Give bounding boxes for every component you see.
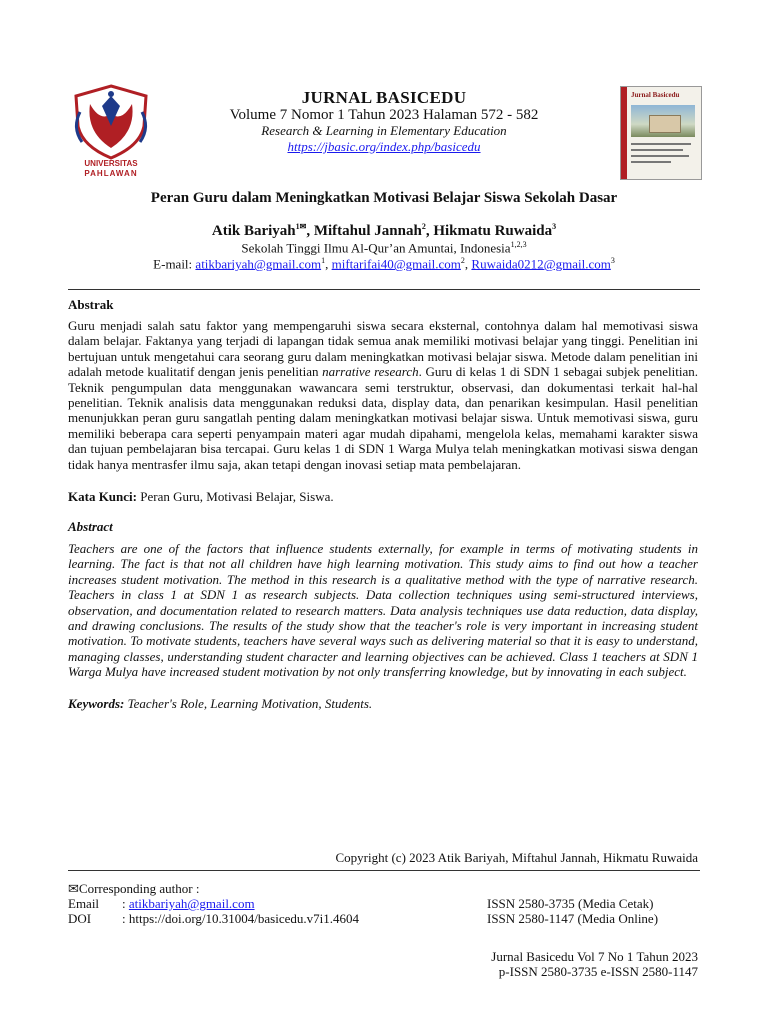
author-name: Hikmatu Ruwaida [433, 223, 553, 239]
author-emails: E-mail: atikbariyah@gmail.com$^1$, miftarifai40@gmail.com$^2$, Ruwaida0212@gmail.com$^3$ [153, 256, 615, 272]
email-label: Email [68, 896, 100, 911]
author-email-link[interactable]: atikbariyah@gmail.com [195, 256, 322, 272]
kata-kunci [68, 489, 334, 505]
abstrak-heading: Abstrak [68, 297, 114, 312]
keywords-label: Keywords: [68, 696, 125, 711]
header-divider [68, 289, 700, 290]
doi-value: : https://doi.org/10.31004/basicedu.v7i1.4604 [122, 911, 360, 926]
journal-title: JURNAL BASICEDU [301, 88, 467, 107]
abstract-body: Teachers are one of the factors that influence students externally, for example in terms of motivating students in learning. The fact is that not all children have high learning motivation. This study aims to find out how a teacher increases student motivation. The method in this research is a qualitative method with the type of narrative research. Teachers in class 1 at SDN 1 as research subjects. Data collection techniques using semi-structured interviews, observation, and documentation related to research matters. Data analysis techniques use data reduction, data display, and drawing conclusions. The results of the study show that the teacher's role is very important in increasing student motivation. To motivate students, teachers have several ways such as delivering material so that it is easy to understand, managing classes, understanding student character and learning objectives can be achieved. Class 1 teachers at SDN 1 Warga Mulya have increased student motivation by not only transferring knowledge, but by innovating in each subject. [68, 541, 698, 680]
affiliation [0, 240, 768, 256]
running-footer-journal: Jurnal Basicedu Vol 7 No 1 Tahun 2023 [491, 949, 698, 964]
journal-subtitle: Research & Learning in Elementary Education [261, 123, 507, 138]
issn-print: ISSN 2580-3735 (Media Cetak) [487, 896, 654, 911]
abstrak-body [68, 318, 698, 472]
doi-label: DOI [68, 911, 92, 926]
paper-title: Peran Guru dalam Meningkatkan Motivasi Belajar Siswa Sekolah Dasar [150, 190, 618, 206]
author-email-link[interactable]: Ruwaida0212@gmail.com [471, 256, 611, 272]
copyright: Copyright (c) 2023 Atik Bariyah, Miftahul Jannah, Hikmatu Ruwaida [335, 850, 698, 865]
corresponding-email-link[interactable]: atikbariyah@gmail.com [128, 896, 255, 911]
corresponding-author: ✉Corresponding author : [68, 881, 200, 896]
abstrak-italic: narrative research [322, 364, 419, 380]
email-sup: 2 [460, 256, 465, 265]
author-sup: 2 [421, 222, 426, 231]
logo-text-bottom: PAHLAWAN [84, 169, 138, 178]
keywords-value: Teacher's Role, Learning Motivation, Students. [124, 696, 373, 711]
cover-title: Jurnal Basicedu [631, 91, 680, 99]
author-sup: 1✉ [295, 222, 307, 231]
email-separator: : [122, 896, 129, 911]
author-list: Atik Bariyah$^{1✉}$, Miftahul Jannah$^2$, Hikmatu Ruwaida$^3$ [211, 222, 557, 239]
running-footer-issn: p-ISSN 2580-3735 e-ISSN 2580-1147 [498, 964, 698, 979]
volume-line: Volume 7 Nomor 1 Tahun 2023 Halaman 572 - 582 [229, 107, 539, 123]
issn-online: ISSN 2580-1147 (Media Online) [487, 911, 659, 926]
kata-kunci-label: Kata Kunci: [68, 489, 137, 504]
logo-text-top: UNIVERSITAS [84, 159, 138, 168]
corresponding-email [122, 896, 255, 912]
journal-url-link[interactable]: https://jbasic.org/index.php/basicedu [287, 139, 481, 154]
journal-url-row [0, 139, 768, 155]
author-name: Atik Bariyah [211, 223, 296, 239]
author-email-link[interactable]: miftarifai40@gmail.com [331, 256, 461, 272]
abstrak-text: . Guru di kelas 1 di SDN 1 sebagai subjek penelitian. Teknik pengumpulan data menggunakan wawancara semi terstruktur, observasi, dan dokumentasi terkait hal-hal penelitian. Teknik analisis data menggunakan reduksi data, display data, dan penarikan kesimpulan. Hasil penelitian menunjukkan peran guru sangatlah penting dalam meningkatkan motivasi belajar siswa. Untuk memotivasi siswa, guru memiliki beberapa cara seperti penyampain materi agar mudah dipahami, mengelola kelas, memahami karakter siswa dan tujuan pembelajaran bisa tercapai. Guru kelas 1 di SDN 1 Warga Mulya telah meningkatkan motivasi siswa dengan tidak hanya mentrasfer ilmu saja, akan tetapi dengan inovasi setiap mata pembelajaran. [68, 364, 698, 472]
email-sup: 3 [610, 256, 615, 265]
footer-divider [68, 870, 700, 871]
abstract-heading: Abstract [68, 519, 113, 534]
abstrak-text: Guru menjadi salah satu faktor yang mempengaruhi siswa secara eksternal, contohnya dalam hal memotivasi siswa dalam belajar. Faktanya yang terjadi di lapangan tidak semua anak memiliki motivasi belajar yang tinggi. Penelitian ini bertujuan untuk mengetahui cara seorang guru dalam meningkatkan motivasi belajar siswa. Metode dalam penelitian ini adalah metode kualitatif dengan jenis penelitian [68, 318, 698, 380]
affiliation-sup: 1,2,3 [510, 240, 527, 249]
keywords [68, 696, 372, 712]
affiliation-text: Sekolah Tinggi Ilmu Al-Qur’an Amuntai, Indonesia [241, 240, 511, 256]
author-sup: 3 [552, 222, 557, 231]
email-prefix: E-mail: [153, 256, 196, 272]
author-name: Miftahul Jannah [313, 223, 422, 239]
kata-kunci-value: Peran Guru, Motivasi Belajar, Siswa. [136, 489, 334, 504]
email-sup: 1 [321, 256, 326, 265]
